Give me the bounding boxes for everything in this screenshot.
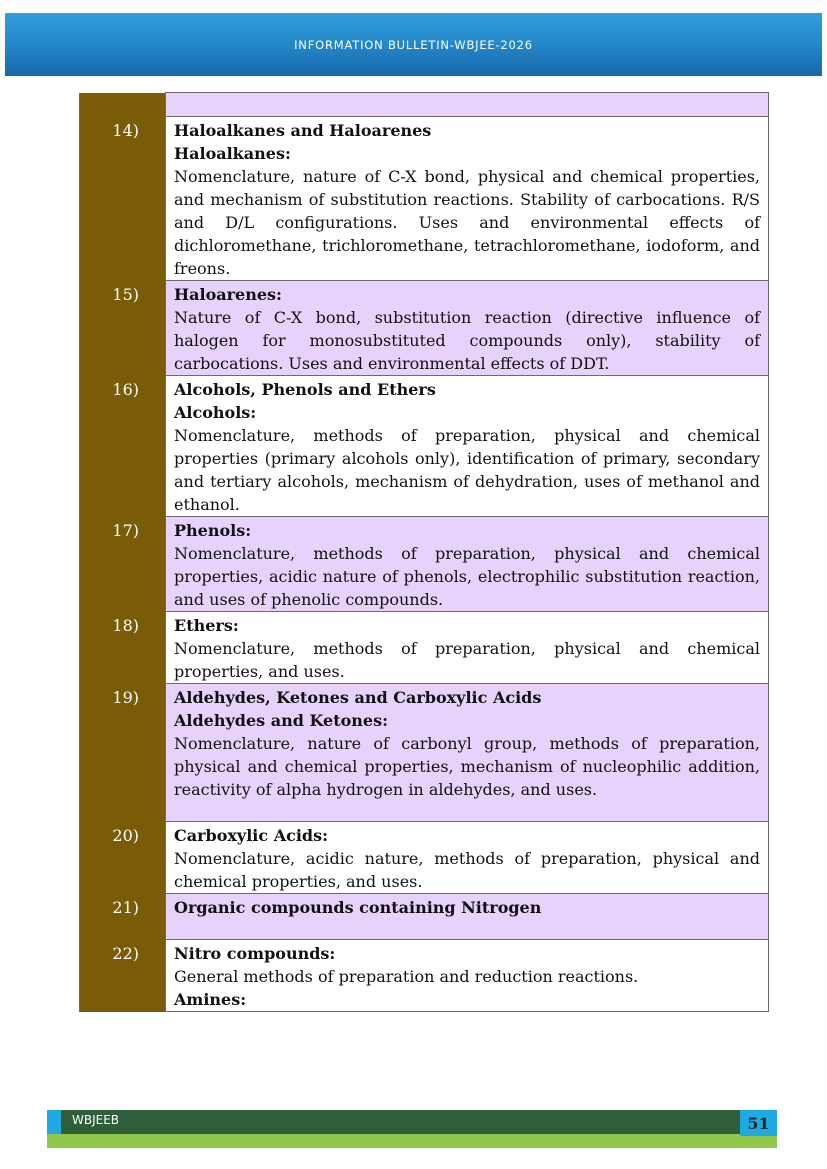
header-title: INFORMATION BULLETIN-WBJEE-2026	[294, 37, 533, 52]
row-number: 17)	[80, 517, 166, 612]
subsection-heading: Carboxylic Acids:	[174, 826, 329, 845]
section-heading: Alcohols, Phenols and Ethers	[174, 380, 436, 399]
table-row	[80, 822, 769, 894]
row-number: 18)	[80, 612, 166, 684]
footer-stripe	[47, 1134, 777, 1148]
table-row	[80, 281, 769, 376]
subsection-heading: Haloarenes:	[174, 285, 282, 304]
row-number: 20)	[80, 822, 166, 894]
topic-text: Nomenclature, acidic nature, methods of preparation, physical and chemical properties, and uses.	[174, 849, 760, 891]
section-heading: Haloalkanes and Haloarenes	[174, 121, 432, 140]
topic-text: Nature of C-X bond, substitution reaction (directive influence of halogen for monosubstituted compounds only), stability of carbocations. Uses and environmental effects of DDT.	[174, 308, 760, 373]
topic-text: Nomenclature, methods of preparation, physical and chemical properties (primary alcohols only), identification of primary, secondary and tertiary alcohols, mechanism of dehydration, uses of methanol and ethanol.	[174, 426, 760, 514]
footer-bar	[47, 1110, 777, 1134]
row-content	[166, 117, 769, 281]
topic-text: Nomenclature, methods of preparation, physical and chemical properties, acidic nature of phenols, electrophilic substitution reaction, and uses of phenolic compounds.	[174, 544, 760, 609]
row-content	[166, 894, 769, 940]
header-banner	[5, 13, 822, 76]
topic-text: Nomenclature, methods of preparation, physical and chemical properties, and uses.	[174, 639, 760, 681]
footer-accent	[47, 1110, 61, 1134]
subsection-heading: Haloalkanes:	[174, 144, 291, 163]
table-row	[80, 517, 769, 612]
table-row	[80, 894, 769, 940]
footer-label: WBJEEB	[72, 1113, 120, 1127]
row-number: 21)	[80, 894, 166, 940]
section-heading: Organic compounds containing Nitrogen	[174, 898, 542, 917]
topic-text: General methods of preparation and reduction reactions.	[174, 967, 639, 986]
subsection-heading: Ethers:	[174, 616, 239, 635]
subsection-heading: Amines:	[174, 990, 247, 1009]
row-content	[166, 376, 769, 517]
syllabus-table	[79, 92, 769, 1012]
row-number	[80, 93, 166, 117]
table-row	[80, 93, 769, 117]
subsection-heading: Phenols:	[174, 521, 252, 540]
page-number: 51	[747, 1113, 770, 1133]
row-content	[166, 93, 769, 117]
table-row	[80, 612, 769, 684]
table-row	[80, 684, 769, 822]
row-number: 15)	[80, 281, 166, 376]
row-content	[166, 281, 769, 376]
table-row	[80, 940, 769, 1012]
topic-text: Nomenclature, nature of carbonyl group, methods of preparation, physical and chemical properties, mechanism of nucleophilic addition, reactivity of alpha hydrogen in aldehydes, and uses.	[174, 734, 760, 799]
row-number: 22)	[80, 940, 166, 1012]
subsection-heading: Aldehydes and Ketones:	[174, 711, 389, 730]
topic-text: Nomenclature, nature of C-X bond, physical and chemical properties, and mechanism of substitution reactions. Stability of carbocations. R/S and D/L configurations. Uses and environmental effects of dichloromethane, trichloromethane, tetrachloromethane, iodoform, and freons.	[174, 167, 760, 278]
row-number: 14)	[80, 117, 166, 281]
row-content	[166, 517, 769, 612]
table-row	[80, 117, 769, 281]
section-heading: Aldehydes, Ketones and Carboxylic Acids	[174, 688, 542, 707]
row-content	[166, 822, 769, 894]
row-content	[166, 940, 769, 1012]
subsection-heading: Nitro compounds:	[174, 944, 336, 963]
row-number: 16)	[80, 376, 166, 517]
page-number-box	[740, 1110, 777, 1136]
table-row	[80, 376, 769, 517]
row-content	[166, 684, 769, 822]
row-number: 19)	[80, 684, 166, 822]
row-content	[166, 612, 769, 684]
subsection-heading: Alcohols:	[174, 403, 257, 422]
